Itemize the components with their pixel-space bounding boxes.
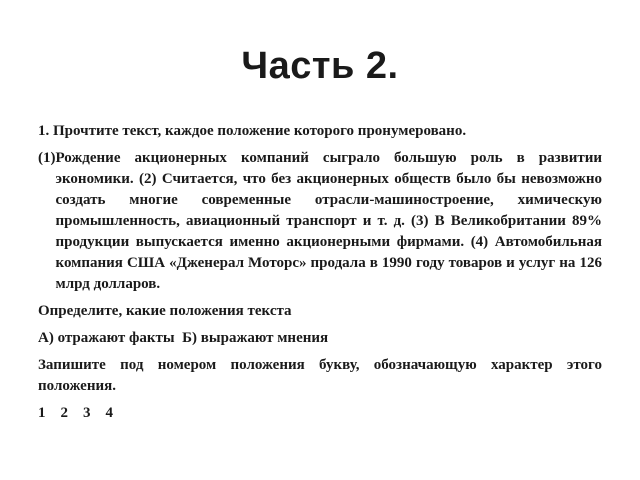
task-text: Рождение акционерных компаний сыграло большую роль в развитии экономики. (2) Считается, что без акционерных обществ было бы невозможно создать многие современные отрасли-машиностроение, химическую промышленность, авиационный транспорт и т. д. (3) В Великобритании 89% продукции выпускается именно акционерными фирмами. (4) Автомобильная компания США «Дженерал Моторс» продала в 1990 году товаров и услуг на 126 млрд долларов. [55, 150, 602, 292]
numbered-text [38, 148, 602, 295]
position-numbers: 1 2 3 4 [38, 405, 113, 421]
item-number-label: (1) [38, 150, 56, 166]
task-instruction: Запишите под номером положения букву, обозначающую характер этого положения. [38, 357, 602, 394]
task-question: Определите, какие положения текста [38, 303, 292, 319]
task-heading: 1. Прочтите текст, каждое положение которого пронумеровано. [38, 123, 467, 139]
answer-options: А) отражают факты Б) выражают мнения [38, 330, 329, 346]
slide-title: Часть 2. [241, 45, 399, 87]
task-content [38, 121, 602, 424]
